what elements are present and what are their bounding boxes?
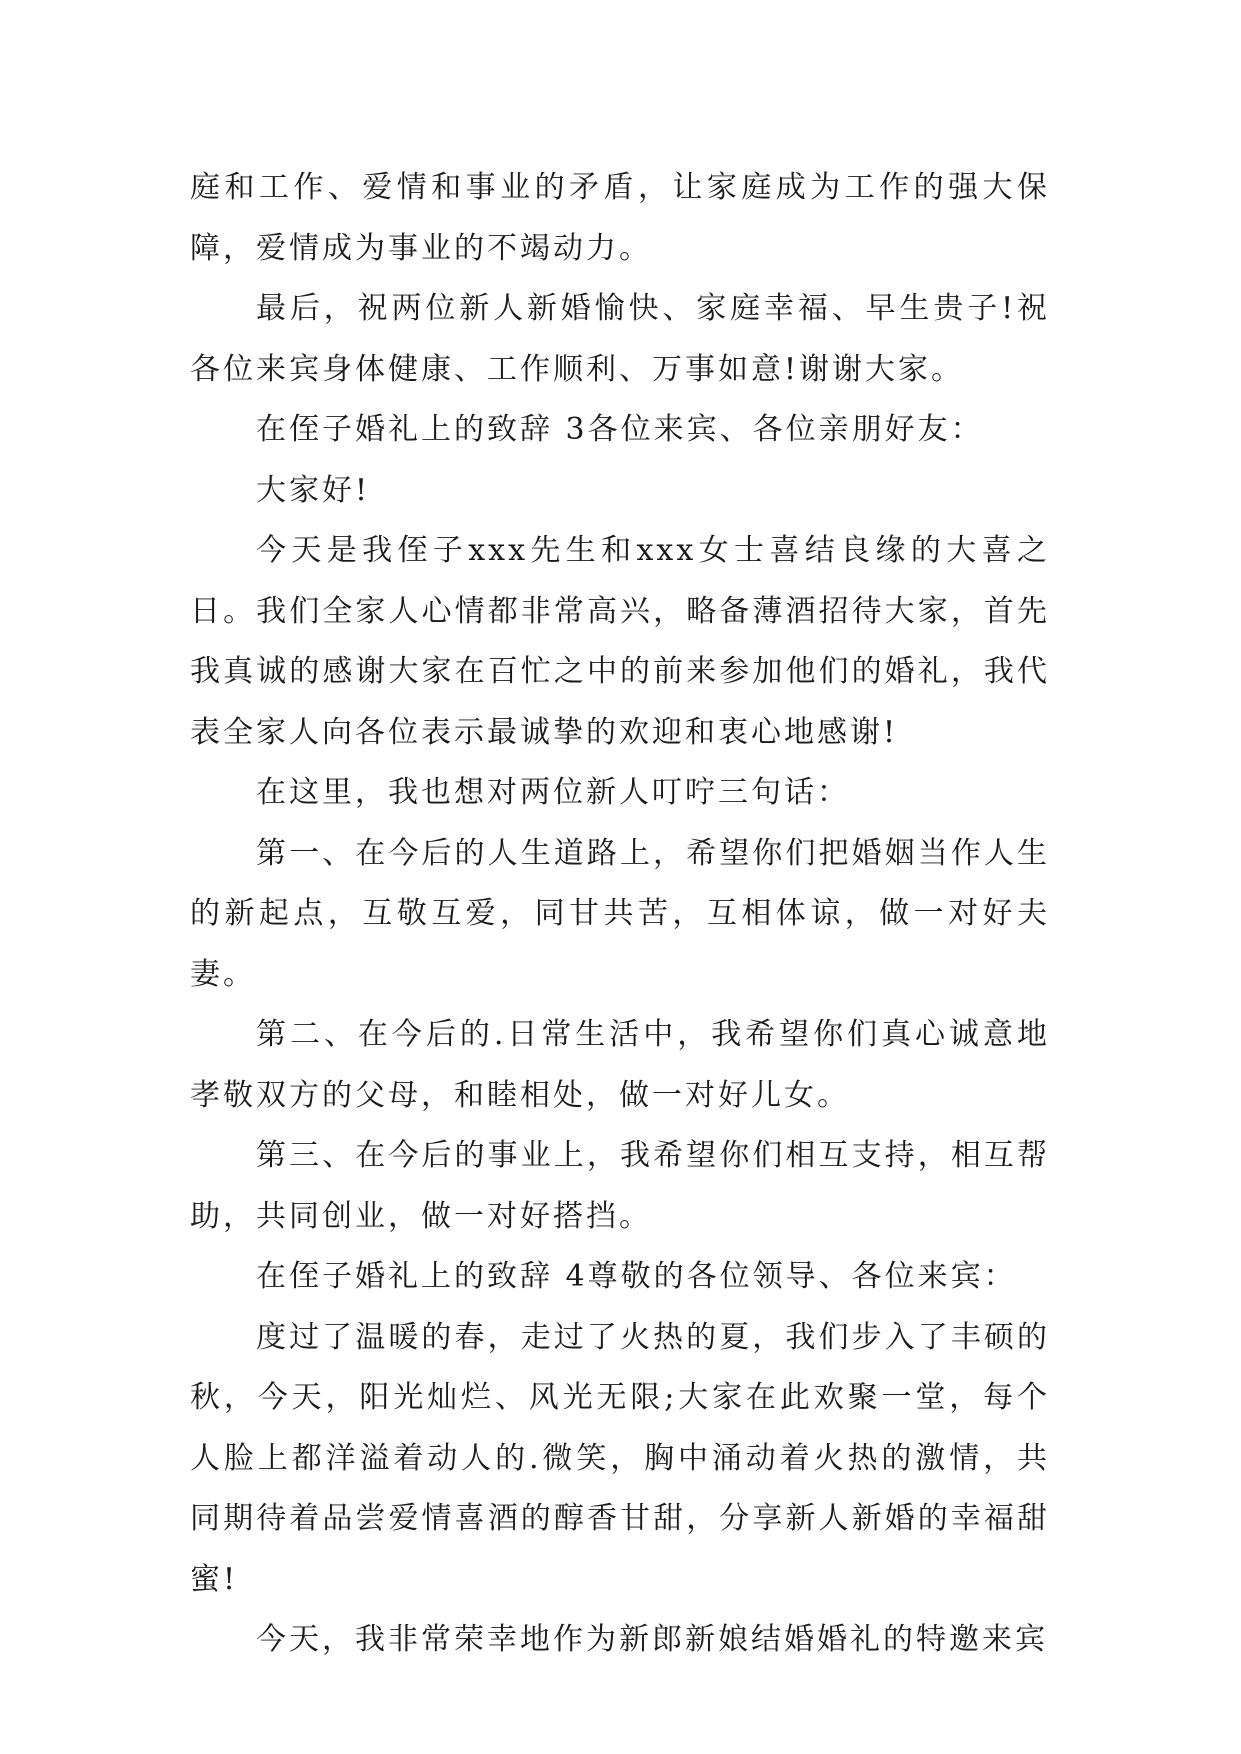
paragraph-first-wish: 第一、在今后的人生道路上，希望你们把婚姻当作人生的新起点，互敬互爱，同甘共苦，互相体谅，做一对好夫妻。 xyxy=(190,835,1050,992)
paragraph-three-words-intro: 在这里，我也想对两位新人叮咛三句话： xyxy=(256,775,850,810)
paragraph-greeting: 大家好! xyxy=(256,472,371,508)
paragraph-honored-guest: 今天，我非常荣幸地作为新郎新娘结婚婚礼的特邀来宾 xyxy=(256,1622,1048,1657)
paragraph-autumn-scene: 度过了温暖的春，走过了火热的夏，我们步入了丰硕的秋，今天，阳光灿烂、风光无限;大家在此欢聚一堂，每个人脸上都洋溢着动人的.微笑，胸中涌动着火热的激情，共同期待着品尝爱情喜酒的醇香甘甜，分享新人新婚的幸福甜蜜! xyxy=(190,1319,1050,1597)
paragraph-closing-wishes: 最后，祝两位新人新婚愉快、家庭幸福、早生贵子!祝各位来宾身体健康、工作顺利、万事如意!谢谢大家。 xyxy=(190,291,1050,387)
paragraph-continuation: 庭和工作、爱情和事业的矛盾，让家庭成为工作的强大保障，爱情成为事业的不竭动力。 xyxy=(190,170,1050,266)
paragraph-second-wish: 第二、在今后的.日常生活中，我希望你们真心诚意地孝敬双方的父母，和睦相处，做一对好儿女。 xyxy=(190,1017,1050,1113)
paragraph-speech-3-heading: 在侄子婚礼上的致辞 3各位来宾、各位亲朋好友： xyxy=(256,412,984,447)
document-body xyxy=(190,158,1050,1671)
paragraph-third-wish: 第三、在今后的事业上，我希望你们相互支持，相互帮助，共同创业，做一对好搭挡。 xyxy=(190,1138,1050,1234)
paragraph-speech-4-heading: 在侄子婚礼上的致辞 4尊敬的各位领导、各位来宾： xyxy=(256,1259,1017,1294)
paragraph-welcome: 今天是我侄子xxx先生和xxx女士喜结良缘的大喜之日。我们全家人心情都非常高兴，略备薄酒招待大家，首先我真诚的感谢大家在百忙之中的前来参加他们的婚礼，我代表全家人向各位表示最诚挚的欢迎和衷心地感谢! xyxy=(190,533,1050,750)
